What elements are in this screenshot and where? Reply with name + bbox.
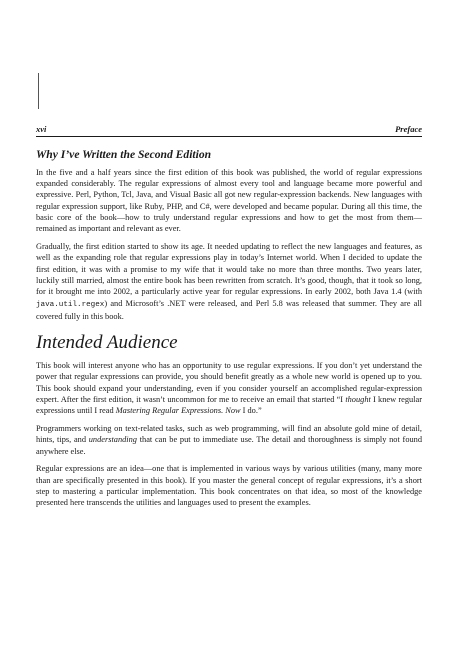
paragraph-audience-2 [36,423,422,457]
book-title-emphasis: Mastering Regular Expressions. Now [115,406,241,416]
text-run: I do.” [240,406,262,416]
paragraph-why-1: In the five and a half years since the first edition of this book was published, the world of regular expressions expanded considerably. The regular expressions of almost every tool and language became more powerful and expressive. Perl, Python, Tcl, Java, and Visual Basic all got new regular-expression backends. New languages with regular expression support, like Ruby, PHP, and C#, were developed and became popular. During all this time, the basic core of the book—how to truly understand regular expressions and how to get the most from them—remained as important and relevant as ever. [36,167,422,234]
text-run: that can be put to immediate use. The detail and thoroughness is simply not found anywhere else. [36,435,423,456]
inline-code: java.util.regex [36,300,105,309]
text-run: Gradually, the first edition started to show its age. It needed updating to reflect the new languages and features, as well as the expanding role that regular expressions play in today’s Internet world. When I decided to update the first edition, it was with a promise to my wife that it would take no more than three months. Two years later, luckily still married, almost the entire book has been rewritten from scratch. It’s good, though, that it took so long, for it brought me into 2002, a particularly active year for regular expressions. In early 2002, both Java 1.4 (with [36,242,422,297]
page-number: xvi [36,124,47,134]
running-title: Preface [395,124,422,134]
text-run: Programmers working on text-related tasks, such as web programming, will find an absolute gold mine of detail, hints, tips, and [36,423,422,445]
paragraph-why-2 [36,241,422,322]
margin-change-bar [38,73,39,109]
paragraph-audience-3: Regular expressions are an idea—one that is implemented in various ways by various utilities (many, many more than are specifically presented in this book). If you master the general concept of regular expressions, it’s a short step to mastering a particular implementation. This book concentrates on that idea, so most of the knowledge presented here transcends the utilities and languages used to present the examples. [36,464,422,508]
text-run: This book will interest anyone who has an opportunity to use regular expressions. If you don’t yet understand the power that regular expressions can provide, you should benefit greatly as a whole new world is opened up to you. This book should expand your understanding, even if you consider yourself an accomplished regular-expression expert. After the first edition, it wasn’t uncommon for me to receive an email that started “I [36,361,422,404]
paragraph-audience-1 [36,360,422,416]
book-page [36,124,422,515]
text-run: ) and Microsoft’s .NET were released, and Perl 5.8 was released that summer. They are all covered fully in this book. [36,298,422,321]
section-heading-intended-audience: Intended Audience [36,332,178,354]
section-heading-second-edition: Why I’ve Written the Second Edition [36,148,212,161]
running-header [36,124,422,137]
text-run: I knew regular expressions until I read [36,394,422,416]
emphasis: thought [345,394,371,404]
emphasis: understanding [88,435,137,445]
